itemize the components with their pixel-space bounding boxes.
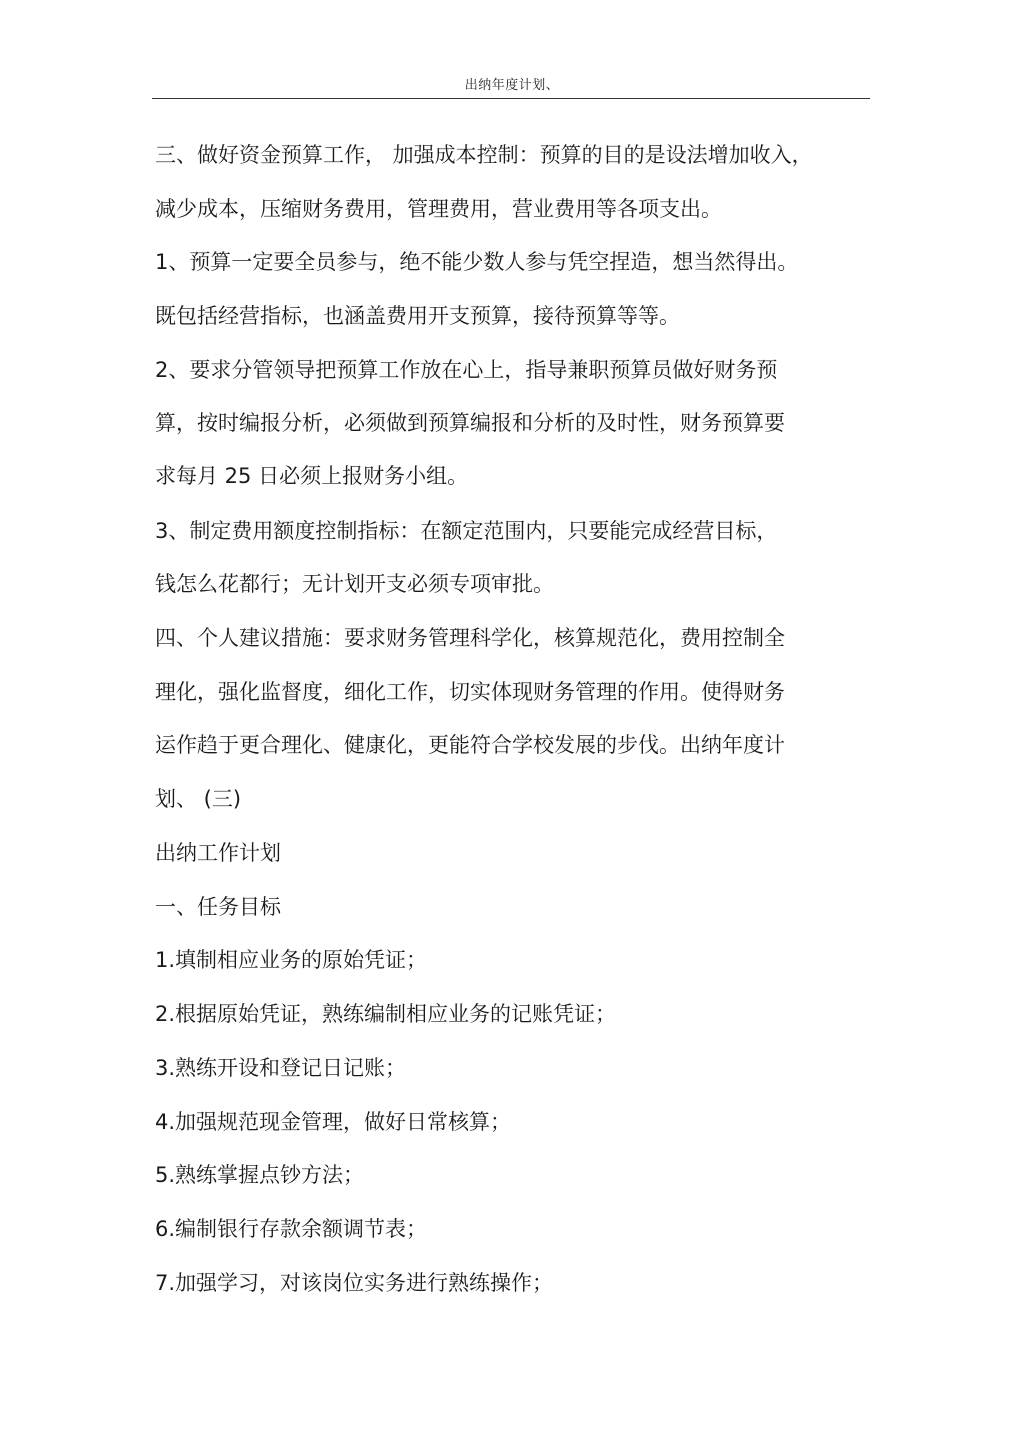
running-header: 出纳年度计划、 xyxy=(464,78,560,93)
paragraph-line: 3、制定费用额度控制指标：在额定范围内，只要能完成经营目标， xyxy=(155,519,778,543)
paragraph-line: 算，按时编报分析，必须做到预算编报和分析的及时性，财务预算要 xyxy=(155,411,785,435)
header-divider xyxy=(152,98,870,99)
section-heading: 出纳工作计划 xyxy=(155,841,281,865)
list-item: 6.编制银行存款余额调节表； xyxy=(155,1217,428,1241)
list-item: 1.填制相应业务的原始凭证； xyxy=(155,948,428,972)
list-item: 5.熟练掌握点钞方法； xyxy=(155,1163,365,1187)
list-item: 3.熟练开设和登记日记账； xyxy=(155,1056,407,1080)
paragraph-line: 理化，强化监督度，细化工作，切实体现财务管理的作用。使得财务 xyxy=(155,680,785,704)
paragraph-line: 划、 (三) xyxy=(155,787,242,811)
list-item: 7.加强学习，对该岗位实务进行熟练操作； xyxy=(155,1271,554,1295)
paragraph-line: 钱怎么花都行；无计划开支必须专项审批。 xyxy=(155,572,554,596)
paragraph-line: 2、要求分管领导把预算工作放在心上，指导兼职预算员做好财务预 xyxy=(155,358,778,382)
section-heading: 一、任务目标 xyxy=(155,895,281,919)
paragraph-line: 求每月 25 日必须上报财务小组。 xyxy=(155,464,469,488)
list-item: 4.加强规范现金管理，做好日常核算； xyxy=(155,1110,512,1134)
paragraph-line: 运作趋于更合理化、健康化，更能符合学校发展的步伐。出纳年度计 xyxy=(155,733,785,757)
paragraph-line: 减少成本，压缩财务费用，管理费用，营业费用等各项支出。 xyxy=(155,197,722,221)
list-item: 2.根据原始凭证，熟练编制相应业务的记账凭证； xyxy=(155,1002,617,1026)
paragraph-line: 1、预算一定要全员参与，绝不能少数人参与凭空捏造，想当然得出。 xyxy=(155,250,799,274)
paragraph-line: 既包括经营指标，也涵盖费用开支预算，接待预算等等。 xyxy=(155,304,680,328)
paragraph-line: 三、做好资金预算工作， 加强成本控制：预算的目的是设法增加收入， xyxy=(155,143,813,167)
paragraph-line: 四、个人建议措施：要求财务管理科学化，核算规范化，费用控制全 xyxy=(155,626,785,650)
